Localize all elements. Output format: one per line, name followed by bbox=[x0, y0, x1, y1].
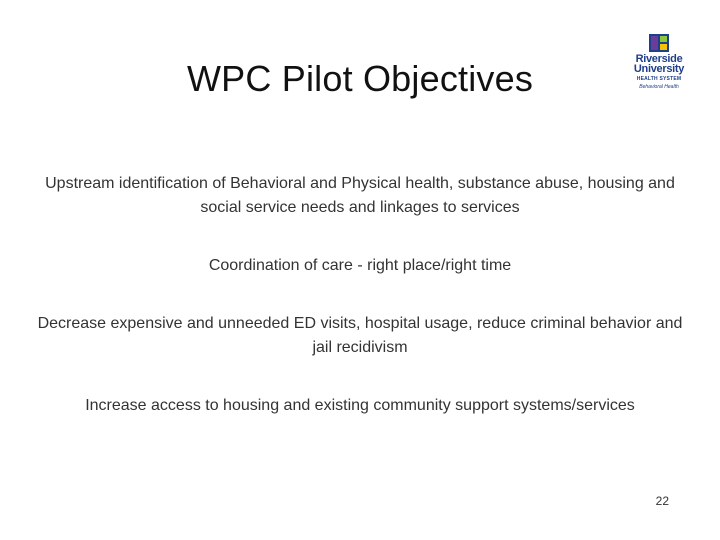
logo-riverside-text: Riverside bbox=[635, 53, 683, 65]
objective-item: Coordination of care - right place/right time bbox=[208, 257, 512, 274]
objective-item: Upstream identification of Behavioral and Physical health, substance abuse, housing and social service needs and linkages to services bbox=[45, 175, 675, 216]
objective-item: Decrease expensive and unneeded ED visits, hospital usage, reduce criminal behavior and jail recidivism bbox=[37, 315, 683, 356]
logo-behavioral-health-text: Behavioral Health bbox=[639, 84, 679, 90]
logo-mark-icon bbox=[649, 34, 669, 52]
page-number: 22 bbox=[655, 494, 669, 508]
logo-university-text: University bbox=[633, 63, 685, 75]
objective-item: Increase access to housing and existing community support systems/services bbox=[85, 397, 635, 414]
riverside-logo bbox=[628, 34, 690, 94]
slide-title: WPC Pilot Objectives bbox=[186, 58, 534, 99]
logo-health-system-text: HEALTH SYSTEM bbox=[636, 76, 682, 82]
